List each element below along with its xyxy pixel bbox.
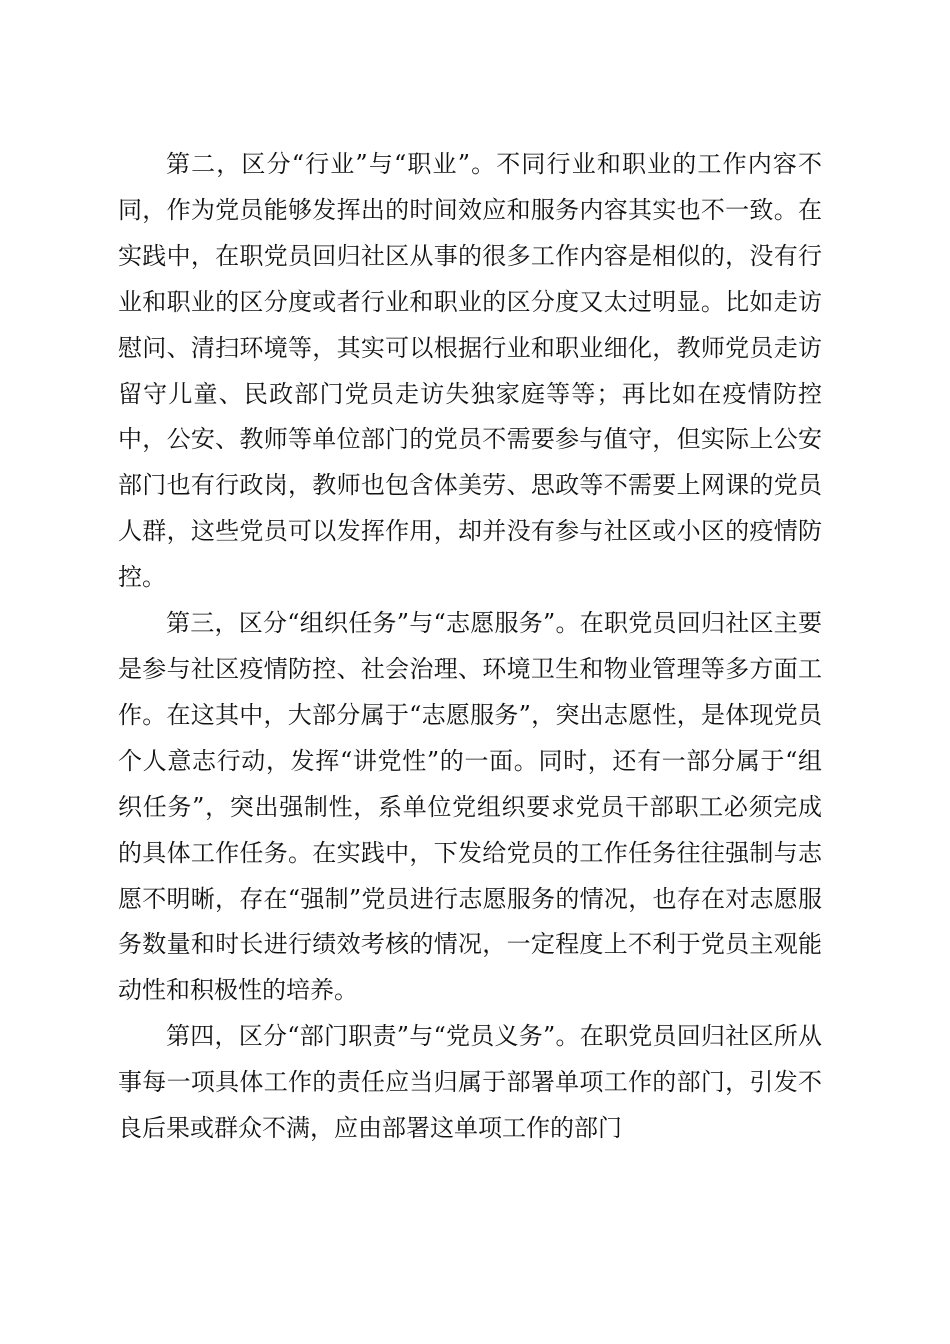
paragraph-task-volunteer xyxy=(118,601,822,1014)
paragraph-industry-profession xyxy=(118,142,822,601)
paragraph-heading: 第二，区分“行业”与“职业”。 xyxy=(166,150,497,178)
paragraph-text: 在职党员回归社区主要是参与社区疫情防控、社会治理、环境卫生和物业管理等多方面工作。在这其中，大部分属于“志愿服务”，突出志愿性，是体现党员个人意志行动，发挥“讲党性”的一面。同时，还有一部分属于“组织任务”，突出强制性，系单位党组织要求党员干部职工必须完成的具体工作任务。在实践中，下发给党员的工作任务往往强制与志愿不明晰，存在“强制”党员进行志愿服务的情况，也存在对志愿服务数量和时长进行绩效考核的情况，一定程度上不利于党员主观能动性和积极性的培养。 xyxy=(118,609,823,1005)
paragraph-heading: 第三，区分“组织任务”与“志愿服务”。 xyxy=(166,609,580,638)
paragraph-duty-obligation xyxy=(118,1014,822,1152)
paragraph-text: 不同行业和职业的工作内容不同，作为党员能够发挥出的时间效应和服务内容其实也不一致。在实践中，在职党员回归社区从事的很多工作内容是相似的，没有行业和职业的区分度或者行业和职业的区分度又太过明显。比如走访慰问、清扫环境等，其实可以根据行业和职业细化，教师党员走访留守儿童、民政部门党员走访失独家庭等等；再比如在疫情防控中，公安、教师等单位部门的党员不需要参与值守，但实际上公安部门也有行政岗，教师也包含体美劳、思政等不需要上网课的党员人群，这些党员可以发挥作用，却并没有参与社区或小区的疫情防控。 xyxy=(118,150,823,592)
paragraph-text: 在职党员回归社区所从事每一项具体工作的责任应当归属于部署单项工作的部门，引发不良后果或群众不满，应由部署这单项工作的部门 xyxy=(118,1022,823,1143)
paragraph-heading: 第四，区分“部门职责”与“党员义务”。 xyxy=(166,1022,580,1051)
document-body xyxy=(118,142,822,1152)
